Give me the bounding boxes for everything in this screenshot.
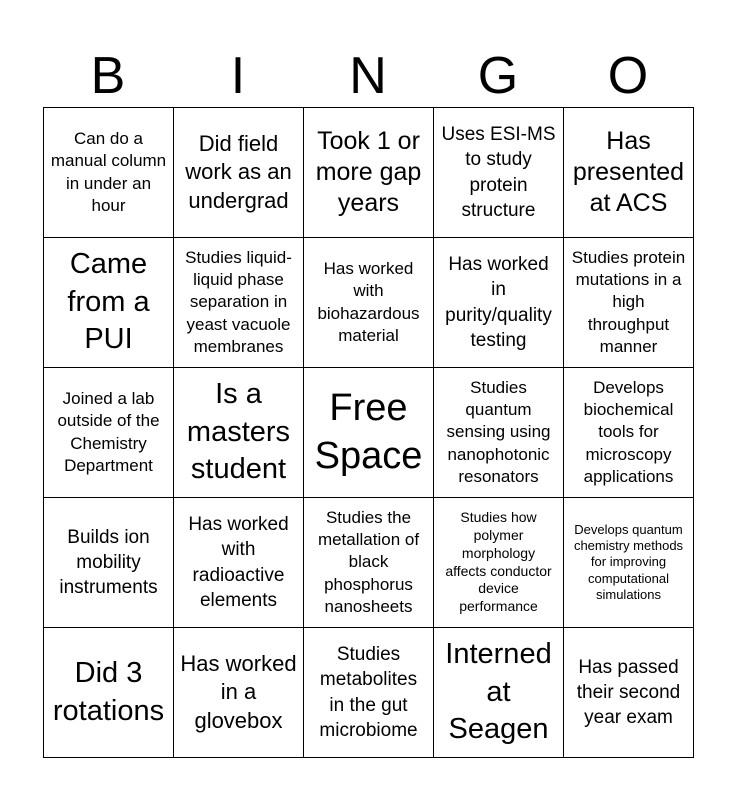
cell-text: Has presented at ACS	[572, 126, 685, 218]
cell-text: Studies protein mutations in a high throughput manner	[571, 248, 686, 356]
bingo-cell-r3c2[interactable]	[174, 368, 304, 498]
bingo-cell-r2c1[interactable]	[44, 238, 174, 368]
header-letter-i: I	[230, 47, 246, 105]
cell-text: Has worked with radioactive elements	[188, 514, 289, 611]
bingo-cell-r3c4[interactable]	[434, 368, 564, 498]
header-letter-o: O	[607, 47, 649, 105]
cell-text: Took 1 or more gap years	[315, 126, 422, 218]
bingo-cell-r2c2[interactable]	[174, 238, 304, 368]
bingo-cell-r3c5[interactable]	[564, 368, 694, 498]
bingo-cell-r4c4[interactable]	[434, 498, 564, 628]
bingo-cell-r4c1[interactable]	[44, 498, 174, 628]
cell-text: Is a masters student	[186, 377, 291, 486]
cell-text: Uses ESI-MS to study protein structure	[441, 124, 556, 221]
bingo-board	[43, 107, 694, 758]
cell-text: Studies how polymer morphology affects conductor device performance	[445, 509, 552, 615]
bingo-cell-r1c3[interactable]	[304, 108, 434, 238]
cell-text: Has worked in purity/quality testing	[445, 254, 552, 351]
bingo-cell-r3c3[interactable]	[304, 368, 434, 498]
bingo-cell-r5c5[interactable]	[564, 628, 694, 758]
cell-text: Interned at Seagen	[445, 637, 552, 746]
header-letter-b: B	[90, 47, 126, 105]
bingo-cell-r2c3[interactable]	[304, 238, 434, 368]
header-letter-g: G	[477, 47, 519, 105]
header-letter-n: N	[349, 47, 387, 105]
cell-text: Studies metabolites in the gut microbiome	[319, 644, 418, 741]
bingo-cell-r2c4[interactable]	[434, 238, 564, 368]
bingo-cell-r1c4[interactable]	[434, 108, 564, 238]
bingo-cell-r1c5[interactable]	[564, 108, 694, 238]
bingo-cell-r1c2[interactable]	[174, 108, 304, 238]
bingo-header	[43, 44, 693, 108]
bingo-cell-r1c1[interactable]	[44, 108, 174, 238]
cell-text: Did field work as an undergrad	[185, 130, 292, 213]
cell-text: Did 3 rotations	[52, 656, 165, 727]
bingo-cell-r2c5[interactable]	[564, 238, 694, 368]
bingo-cell-r3c1[interactable]	[44, 368, 174, 498]
free-space-text: Free Space	[314, 387, 423, 477]
bingo-cell-r4c3[interactable]	[304, 498, 434, 628]
cell-text: Develops biochemical tools for microscopy applications	[583, 378, 674, 486]
cell-text: Joined a lab outside of the Chemistry Department	[57, 389, 160, 475]
cell-text: Has worked in a glovebox	[180, 650, 297, 733]
bingo-cell-r5c1[interactable]	[44, 628, 174, 758]
cell-text: Builds ion mobility instruments	[59, 526, 158, 599]
bingo-cell-r4c5[interactable]	[564, 498, 694, 628]
cell-text: Has passed their second year exam	[576, 656, 681, 729]
bingo-cell-r5c4[interactable]	[434, 628, 564, 758]
cell-text: Studies the metallation of black phosphorus nanosheets	[317, 508, 420, 616]
cell-text: Studies quantum sensing using nanophotonic resonators	[446, 378, 551, 486]
bingo-cell-r5c2[interactable]	[174, 628, 304, 758]
cell-text: Can do a manual column in under an hour	[50, 129, 167, 215]
bingo-cell-r5c3[interactable]	[304, 628, 434, 758]
cell-text: Has worked with biohazardous material	[317, 259, 420, 345]
bingo-cell-r4c2[interactable]	[174, 498, 304, 628]
cell-text: Develops quantum chemistry methods for improving computational simulations	[573, 521, 684, 602]
cell-text: Studies liquid-liquid phase separation in yeast vacuole membranes	[185, 248, 292, 356]
cell-text: Came from a PUI	[67, 247, 150, 356]
